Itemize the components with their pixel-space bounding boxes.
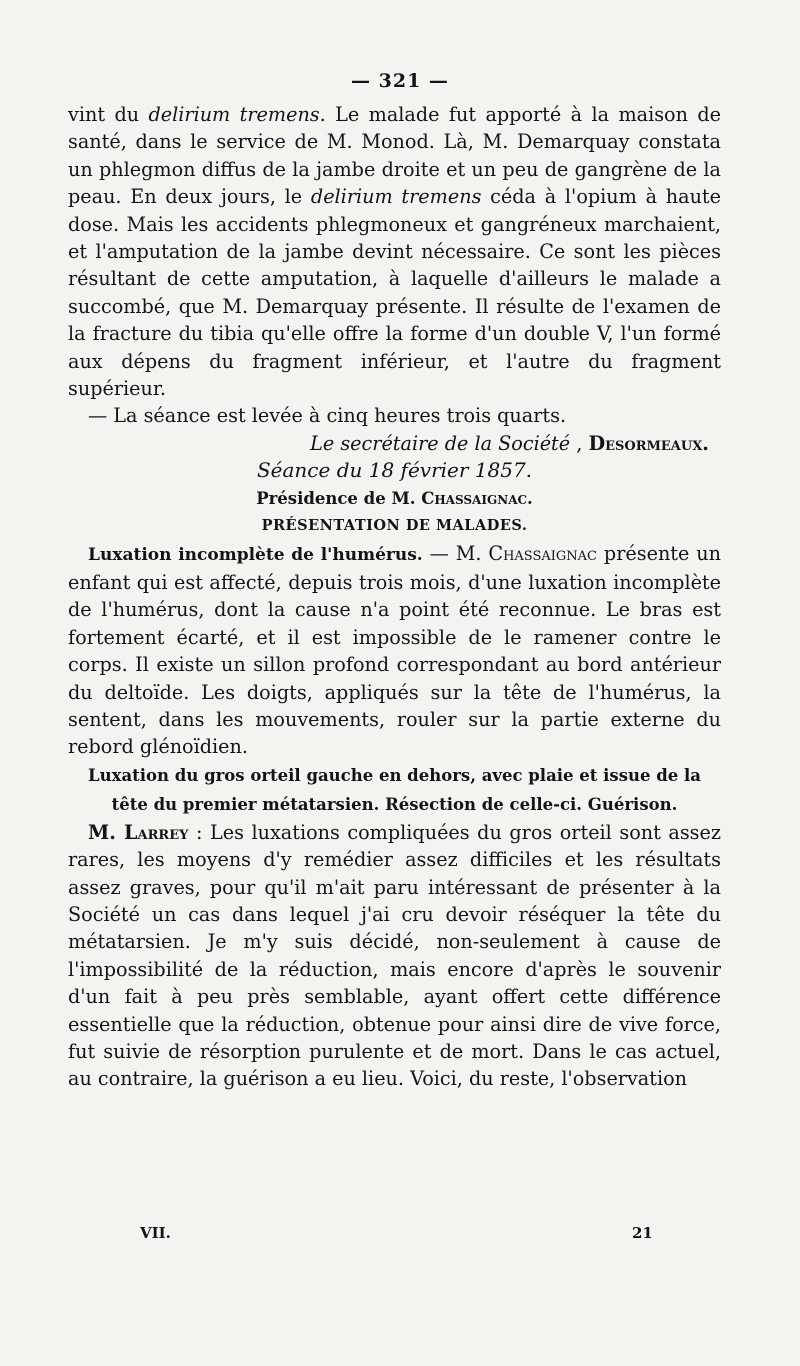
volume-number: VII. xyxy=(140,1224,171,1242)
case-separator: — xyxy=(422,541,456,565)
text-run: . Le malade fut apporté à la maison de santé, dans le service de M. Monod. Là, M. Demarquay constata un phlegmon diffus de la jambe droite et un peu de gangrène de la peau. En deux jours, le xyxy=(68,103,722,209)
session-heading: Séance du 18 février 1857. xyxy=(256,458,533,483)
secretary-signature xyxy=(68,430,721,457)
page-number: — 321 — xyxy=(351,70,449,92)
body-text xyxy=(68,101,721,1093)
signature-separator: , xyxy=(570,431,589,455)
case-author: M. Chassaignac xyxy=(455,541,598,565)
presidency-label: Présidence de xyxy=(256,488,392,508)
secretary-role: Le secrétaire de la Société xyxy=(310,431,571,455)
case-text: : Les luxations compliquées du gros orteil sont assez rares, les moyens d'y remédier assez difficiles et les résultats assez graves, pour qu'il m'ait paru intéressant de présenter à la Société un cas dans lequel j'ai cru devoir réséquer la tête du métatarsien. Je m'y suis décidé, non-seulement à cause de l'impossibilité de la réduction, mais encore d'après le souvenir d'un fait à peu près semblable, ayant offert cette différence essentielle que la réduction, obtenue pour ainsi dire de vive force, fut suivie de résorption purulente et de mort. Dans le cas actuel, au contraire, la guérison a eu lieu. Voici, du reste, l'observation xyxy=(68,820,721,1091)
page-footer xyxy=(0,1224,800,1254)
section-title: PRÉSENTATION DE MALADES. xyxy=(261,517,528,535)
case-text: présente un enfant qui est affecté, depuis trois mois, d'une luxation incomplète de l'humérus, dont la cause n'a point été reconnue. Le bras est fortement écarté, et il est impossible de le ramener contre le corps. Il existe un sillon profond correspondant au bord antérieur du deltoïde. Les doigts, appliqués sur la tête de l'humérus, la sentent, dans les mouvements, rouler sur la partie externe du rebord glénoïdien. xyxy=(68,541,722,759)
secretary-name: Desormeaux. xyxy=(588,431,709,455)
case-toe xyxy=(68,819,721,1093)
case-title: Luxation incomplète de l'humérus. xyxy=(88,544,423,565)
adjournment-line: — La séance est levée à cinq heures trois quarts. xyxy=(88,404,567,428)
presidency-line xyxy=(68,485,721,512)
case-toe-title: Luxation du gros orteil gauche en dehors, avec plaie et issue de la tête du premier métatarsien. Résection de celle-ci. Guérison. xyxy=(88,765,701,814)
text-run: vint du xyxy=(68,103,149,126)
italic-term: delirium tremens xyxy=(148,103,320,126)
paragraph-fracture xyxy=(68,101,721,402)
case-speaker: M. Larrey xyxy=(88,820,189,844)
president-name: M. Chassaignac. xyxy=(391,488,533,508)
case-humerus xyxy=(68,540,721,761)
italic-term: delirium tremens xyxy=(310,185,482,209)
text-run: céda à l'opium à haute dose. Mais les accidents phlegmoneux et gangréneux marchaient, et l'amputation de la jambe devint nécessaire. Ce sont les pièces résultant de cette amputation, à laquelle d'ailleurs le malade a succombé, que M. Demarquay présente. Il résulte de l'examen de la fracture du tibia qu'elle offre la forme d'un double V, l'un formé aux dépens du fragment inférieur, et l'autre du fragment supérieur. xyxy=(68,185,721,401)
signature-mark: 21 xyxy=(632,1224,653,1242)
